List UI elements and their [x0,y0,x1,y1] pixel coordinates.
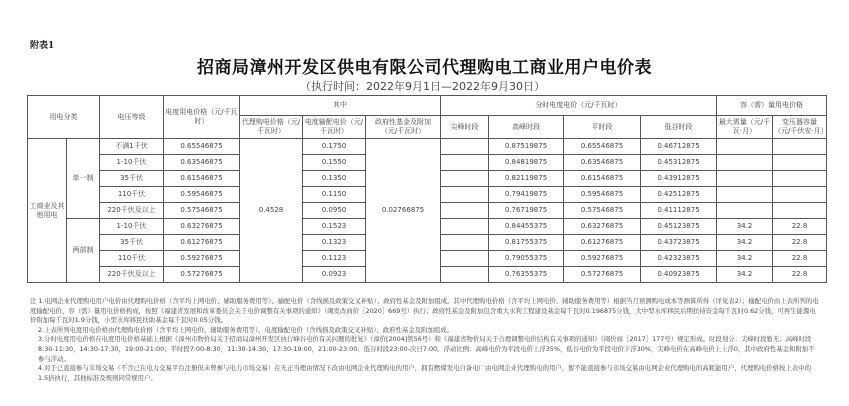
category-cell: 工商业及其他用电 [28,139,67,283]
demand-cell [717,139,773,155]
header-transmission: 电度输配电价（元/千瓦时） [303,116,366,139]
energy-price-cell: 0.59276875 [164,251,240,267]
demand-cell [717,203,773,219]
voltage-cell: 110千伏 [100,187,164,203]
voltage-cell: 35千伏 [100,171,164,187]
header-sharp: 尖峰时段 [441,116,489,139]
flat-cell: 0.59276875 [564,251,641,267]
demand-cell [717,155,773,171]
transformer-cell [773,171,827,187]
flat-cell: 0.57276875 [564,267,641,283]
transmission-cell: 0.1323 [303,235,366,251]
header-valley: 低谷时段 [641,116,717,139]
valley-cell: 0.40923875 [641,267,717,283]
gov-fund-cell: 0.02766875 [366,139,441,283]
demand-cell: 34.2 [717,235,773,251]
header-category: 用电分类 [28,96,100,139]
valley-cell: 0.42512875 [641,187,717,203]
table-row [28,139,827,155]
peak-cell: 0.79055375 [489,251,564,267]
header-of-which: 其中 [240,96,441,116]
voltage-cell: 220千伏及以上 [100,203,164,219]
header-tou: 分时电度电价（元/千瓦时） [441,96,717,116]
transmission-cell: 0.1123 [303,251,366,267]
price-table [27,95,827,283]
peak-cell: 0.82119875 [489,171,564,187]
transmission-cell: 0.1150 [303,187,366,203]
header-energy-price: 电度用电价格（元/千瓦时） [164,96,240,139]
energy-price-cell: 0.65546875 [164,139,240,155]
notes [30,297,820,383]
valley-cell: 0.45123875 [641,219,717,235]
demand-cell: 34.2 [717,267,773,283]
demand-cell [717,187,773,203]
voltage-cell: 220千伏及以上 [100,267,164,283]
peak-cell: 0.81755375 [489,235,564,251]
energy-price-cell: 0.61276875 [164,235,240,251]
voltage-cell: 1-10千伏 [100,155,164,171]
flat-cell: 0.57546875 [564,203,641,219]
header-flat: 平时段 [564,116,641,139]
flat-cell: 0.65546875 [564,139,641,155]
voltage-cell: 110千伏 [100,251,164,267]
transformer-cell [773,187,827,203]
peak-cell: 0.84819875 [489,155,564,171]
transformer-cell [773,139,827,155]
annex-label: 附表1 [30,41,55,51]
sharp-cell [441,251,489,267]
agent-price-cell: 0.4528 [240,139,303,283]
demand-cell [717,171,773,187]
page-title: 招商局漳州开发区供电有限公司代理购电工商业用户电价表 [197,58,652,78]
header-max-demand: 最大需量（元/千瓦·月） [717,116,773,139]
demand-cell: 34.2 [717,219,773,235]
header-agent-price: 代理购电价格（元/千瓦时） [240,116,303,139]
demand-cell: 34.2 [717,251,773,267]
energy-price-cell: 0.61546875 [164,171,240,187]
sharp-cell [441,267,489,283]
flat-cell: 0.63546875 [564,155,641,171]
valley-cell: 0.46712875 [641,139,717,155]
transformer-cell [773,155,827,171]
transformer-cell: 22.8 [773,267,827,283]
transmission-cell: 0.0950 [303,203,366,219]
sharp-cell [441,139,489,155]
peak-cell: 0.76719875 [489,203,564,219]
energy-price-cell: 0.63546875 [164,155,240,171]
header-voltage: 电压等级 [100,96,164,139]
flat-cell: 0.59546875 [564,187,641,203]
transmission-cell: 0.0923 [303,267,366,283]
tariff-type-cell: 单一制 [67,139,100,219]
energy-price-cell: 0.63276875 [164,219,240,235]
flat-cell: 0.61546875 [564,171,641,187]
voltage-cell: 1-10千伏 [100,219,164,235]
flat-cell: 0.63276875 [564,219,641,235]
transformer-cell: 22.8 [773,251,827,267]
header-transformer: 变压器容量（元/千伏安·月） [773,116,827,139]
transmission-cell: 0.1350 [303,171,366,187]
energy-price-cell: 0.59546875 [164,187,240,203]
header-capacity: 容（需）量用电价格 [717,96,827,116]
voltage-cell: 不满1千伏 [100,139,164,155]
transformer-cell: 22.8 [773,235,827,251]
valley-cell: 0.45312875 [641,155,717,171]
peak-cell: 0.76355375 [489,267,564,283]
header-gov-fund: 政府性基金及附加（元/千瓦时） [366,116,441,139]
note-4: 4.对于已直接参与市场交易（不含已在电力交易平台注册但未曾参与电力市场交易）在无正当理由情况下改由电网企业代理购电的用户，拥有燃煤发电自备电厂由电网企业代理购电的用户，暂不能直接参与市场交易由电网企业代理购电的高耗能用户，代理购电价格按上表中的1.5倍执行，其他标准及规则同常规用户。 [38,364,811,382]
sharp-cell [441,235,489,251]
execution-period: （执行时间：2022年9月1日—2022年9月30日） [300,80,545,93]
sharp-cell [441,203,489,219]
header-peak: 高峰时段 [489,116,564,139]
note-1: 注 1.电网企业代理购电用户电价由代理购电价格（含平均上网电价、辅助服务费用等）、输配电价（含线损及政策交叉补贴）、政府性基金及附加组成。其中代理购电价格（含平均上网电价、辅助服务费用等）根据当月预测购电成本等测算所得（详见表2）；输配电价由上表所列的电度输配电价、容（需）量用电价格构成，按照《福建省发展和改革委员会关于电价调整有关事项的通知》（闽发改商价［2020］669号）执行；政府性基金及附加包含重大水利工程建设基金每千瓦时0.196875分钱，大中型水库移民后期扶持资金每千瓦时0.62分钱，可再生能源电价附加每千瓦时1.9分钱，小型水库移民扶助基金每千瓦时0.05分钱。 [30,297,819,325]
voltage-cell: 35千伏 [100,235,164,251]
valley-cell: 0.43723875 [641,235,717,251]
sharp-cell [441,171,489,187]
transmission-cell: 0.1750 [303,139,366,155]
peak-cell: 0.84455375 [489,219,564,235]
flat-cell: 0.61276875 [564,235,641,251]
valley-cell: 0.43912875 [641,171,717,187]
peak-cell: 0.79419875 [489,187,564,203]
sharp-cell [441,187,489,203]
sharp-cell [441,219,489,235]
transformer-cell: 22.8 [773,219,827,235]
note-3: 3.分时电度用电价格在电度用电价格基础上根据《漳州市物价局关于招商局漳州开发区执行峰谷电价有关问题的批复》（漳价[2004]管56号）和《福建省物价局关于合理调整电价结构有关事项的通知》（闽价商［2017］177号）规定形成。时段划分：尖峰时段暂无；高峰时段8:30-11:30，14:30-17:30，19:00-21:00；平时段7:00-8:30，11:30-14:30，17:30-19:00，21:00-23:00；低谷时段23:00-次日7:00。浮动比例：高峰电价为平段电价上浮35%，低谷电价为平段电价下浮30%，尖峰电价在高峰电价上上浮0，其中政府性基金和附加不参与浮动。 [38,335,815,363]
energy-price-cell: 0.57546875 [164,203,240,219]
transmission-cell: 0.1550 [303,155,366,171]
peak-cell: 0.87519875 [489,139,564,155]
transmission-cell: 0.1523 [303,219,366,235]
note-2: 2.上表所列电度用电价格由代理购电价格（含平均上网电价、辅助服务费用等）、电度输配电价（含线损及政策交叉补贴）、政府性基金及附加组成。 [38,325,454,334]
tariff-type-cell: 两部制 [67,219,100,283]
sharp-cell [441,155,489,171]
valley-cell: 0.41112875 [641,203,717,219]
energy-price-cell: 0.57276875 [164,267,240,283]
transformer-cell [773,203,827,219]
valley-cell: 0.42323875 [641,251,717,267]
